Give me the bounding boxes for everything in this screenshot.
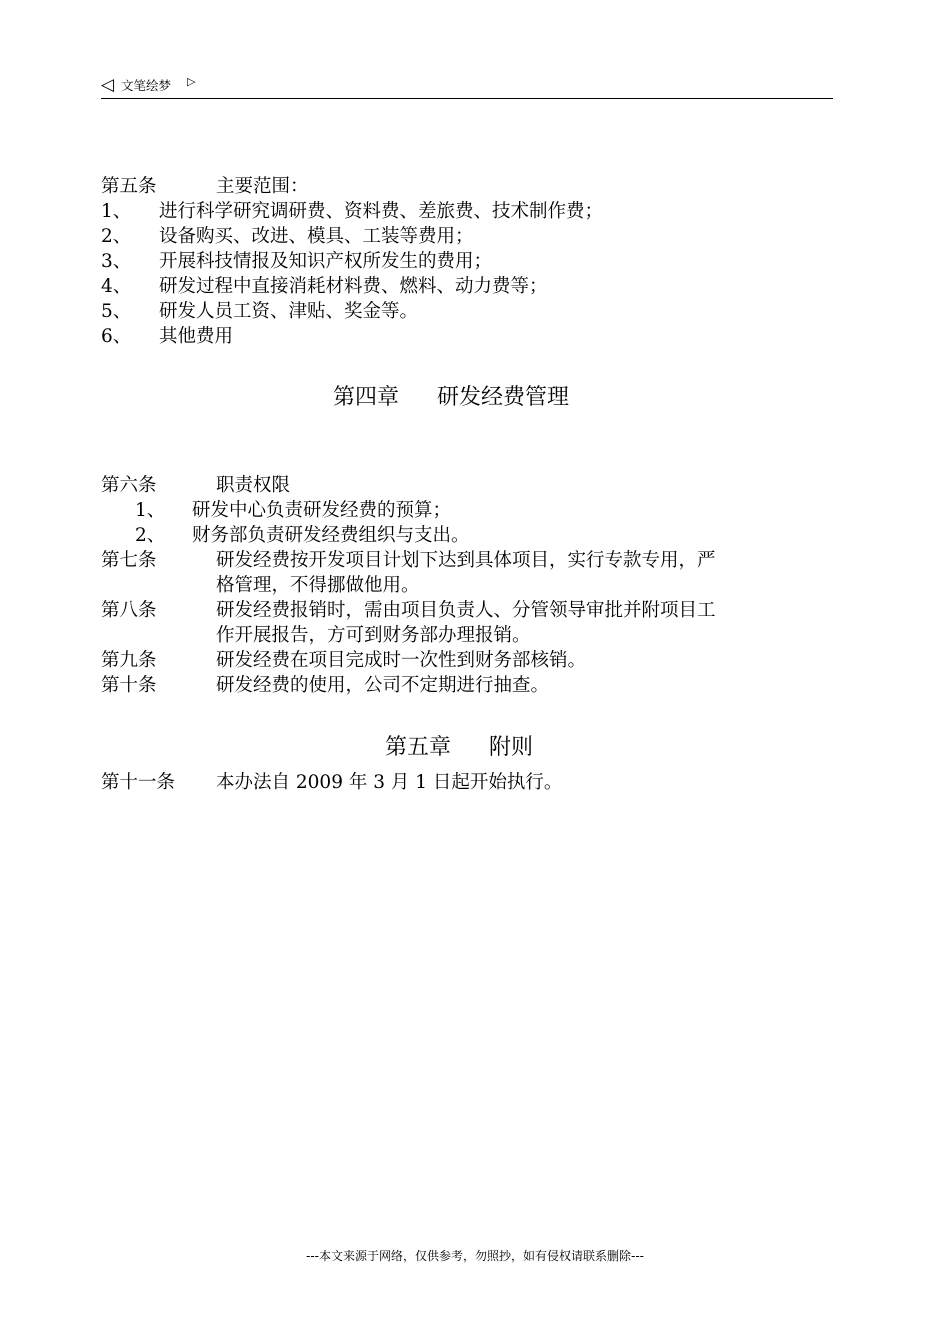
article-title: 职责权限 <box>216 475 291 496</box>
article-8-continuation <box>216 624 531 648</box>
list-item-text: 研发人员工资、津贴、奖金等。 <box>159 301 419 322</box>
triangle-right-icon: ▷ <box>187 75 196 88</box>
chapter-5-heading <box>385 734 533 762</box>
chapter-title: 研发经费管理 <box>437 385 570 410</box>
list-item-text: 设备购买、改进、模具、工装等费用； <box>159 226 474 247</box>
list-item-text: 进行科学研究调研费、资料费、差旅费、技术制作费； <box>159 201 604 222</box>
article-text-line: 研发经费在项目完成时一次性到财务部核销。 <box>216 650 587 671</box>
footer-disclaimer: ---本文来源于网络，仅供参考，勿照抄，如有侵权请联系删除--- <box>306 1249 644 1263</box>
article-text-line: 研发经费报销时，需由项目负责人、分管领导审批并附项目工 <box>216 600 716 621</box>
triangle-left-icon: ◁ <box>101 75 115 95</box>
article-text-line: 研发经费按开发项目计划下达到具体项目，实行专款专用，严 <box>216 550 716 571</box>
list-item-number: 2、 <box>101 226 132 247</box>
article-label: 第十一条 <box>101 772 176 793</box>
chapter-label: 第四章 <box>333 385 400 410</box>
article-7-continuation <box>216 574 420 598</box>
chapter-4-heading <box>333 384 569 412</box>
chapter-title: 附则 <box>489 735 534 760</box>
article-text-line: 研发经费的使用，公司不定期进行抽查。 <box>216 675 550 696</box>
article-text-line: 格管理，不得挪做他用。 <box>216 575 420 596</box>
article-label: 第八条 <box>101 600 157 621</box>
list-item-number: 6、 <box>101 326 132 347</box>
list-item-text: 研发过程中直接消耗材料费、燃料、动力费等； <box>159 276 548 297</box>
list-item-number: 5、 <box>101 301 132 322</box>
article-label: 第七条 <box>101 550 157 571</box>
header-title: 文笔绘梦 <box>121 78 172 93</box>
article-label: 第十条 <box>101 675 157 696</box>
article-title: 主要范围： <box>216 176 309 197</box>
article-label: 第六条 <box>101 475 157 496</box>
list-item-number: 2、 <box>135 525 166 546</box>
list-item-text: 开展科技情报及知识产权所发生的费用； <box>159 251 493 272</box>
chapter-label: 第五章 <box>385 735 452 760</box>
article-label: 第五条 <box>101 176 157 197</box>
list-item-text: 其他费用 <box>159 326 234 347</box>
list-item-number: 1、 <box>101 201 132 222</box>
list-item-number: 1、 <box>135 500 166 521</box>
list-item-number: 4、 <box>101 276 132 297</box>
page-header <box>101 74 833 99</box>
article-label: 第九条 <box>101 650 157 671</box>
list-item-text: 研发中心负责研发经费的预算； <box>192 500 452 521</box>
article-text-line: 本办法自 2009 年 3 月 1 日起开始执行。 <box>216 772 563 793</box>
list-item-text: 财务部负责研发经费组织与支出。 <box>192 525 470 546</box>
list-item-number: 3、 <box>101 251 132 272</box>
article-text-line: 作开展报告，方可到财务部办理报销。 <box>216 625 531 646</box>
